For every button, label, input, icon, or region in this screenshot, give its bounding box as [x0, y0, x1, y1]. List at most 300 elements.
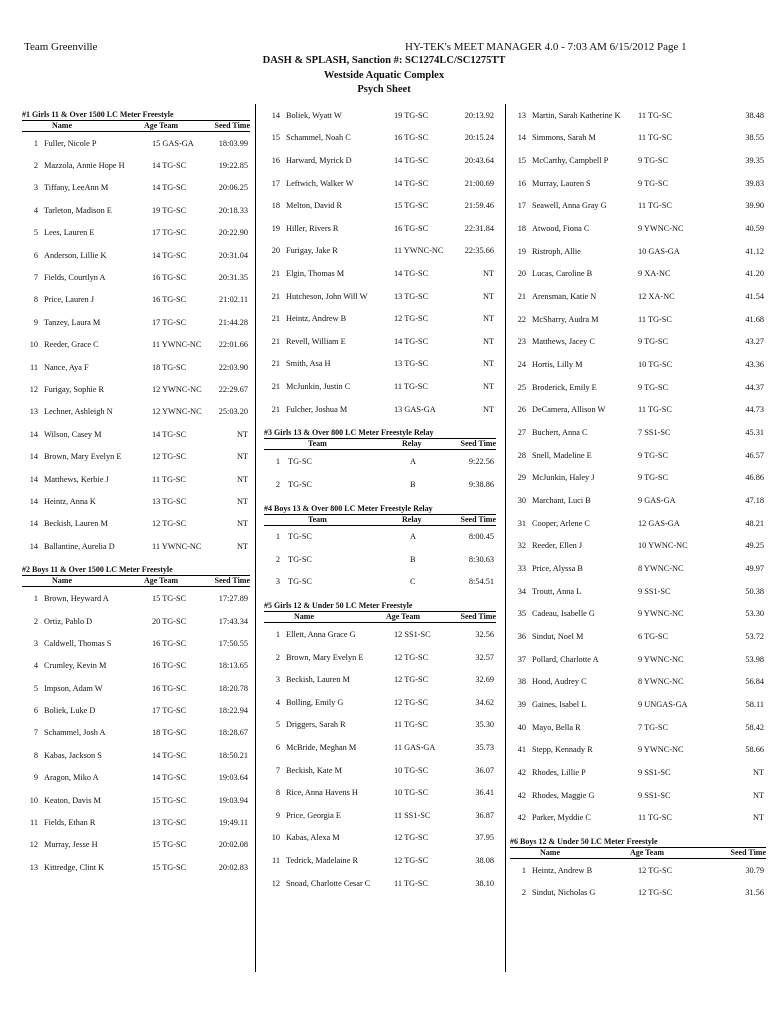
swimmer-row [22, 699, 250, 721]
place: 19 [271, 223, 280, 233]
swimmer-name: Melton, David R [286, 201, 342, 211]
swimmer-row [264, 872, 496, 895]
place: 39 [517, 699, 526, 709]
swimmer-name: Reeder, Ellen J [532, 541, 583, 551]
seed-time: 18:20.78 [218, 683, 248, 693]
swimmer-name: Aragon, Miko A [44, 773, 99, 783]
age-team: 13 TG-SC [152, 818, 187, 828]
place: 15 [271, 133, 280, 143]
age-team: 11 TG-SC [394, 878, 428, 888]
seed-time: 18:28.67 [218, 728, 248, 738]
swimmer-name: Wilson, Casey M [44, 429, 102, 439]
swimmer-name: Brown, Heyward A [44, 594, 109, 604]
place: 17 [271, 178, 280, 188]
age-team: 17 TG-SC [152, 317, 187, 327]
place: 16 [271, 155, 280, 165]
seed-time: 20:43.64 [464, 155, 494, 165]
seed-time: 53.98 [745, 654, 764, 664]
swimmer-row [22, 744, 250, 766]
swimmer-row [264, 646, 496, 669]
swimmer-name: Mazzola, Annie Hope H [44, 161, 125, 171]
age-team: 18 TG-SC [152, 362, 187, 372]
seed-time: 39.35 [745, 156, 764, 166]
age-team: 15 TG-SC [152, 594, 187, 604]
place: 11 [272, 856, 280, 866]
seed-time: 32.57 [475, 652, 494, 662]
age-team: 12 TG-SC [638, 888, 673, 898]
swimmer-name: Price, Georgia E [286, 810, 341, 820]
swimmer-name: Stepp, Kennady R [532, 745, 593, 755]
seed-time: 41.68 [745, 314, 764, 324]
swimmer-name: Harward, Myrick D [286, 155, 352, 165]
age-team: 9 XA-NC [638, 269, 671, 279]
age-team: 9 YWNC-NC [638, 745, 684, 755]
place: 21 [271, 381, 280, 391]
age-team: 16 TG-SC [152, 273, 187, 283]
place: 8 [275, 788, 280, 798]
place: 6 [33, 706, 38, 716]
seed-time: 17:27.89 [218, 594, 248, 604]
seed-time: 21:59.46 [464, 201, 494, 211]
swimmer-name: Arensman, Katie N [532, 292, 597, 302]
seed-time: 25:03.20 [218, 407, 248, 417]
age-team: 14 TG-SC [152, 250, 187, 260]
age-team: 14 TG-SC [152, 429, 187, 439]
swimmer-name: Boliek, Luke D [44, 706, 96, 716]
place: 37 [517, 654, 526, 664]
swimmer-row [510, 104, 766, 127]
age-team: 9 TG-SC [638, 156, 669, 166]
seed-time: 58.66 [745, 745, 764, 755]
age-team: 12 TG-SC [394, 675, 429, 685]
seed-time: 53.30 [745, 609, 764, 619]
swimmer-name: Parker, Myddie C [532, 813, 591, 823]
age-team: 9 SS1-SC [638, 586, 671, 596]
place: 30 [517, 495, 526, 505]
swimmer-row [264, 217, 496, 240]
swimmer-row [22, 722, 250, 744]
seed-time: 45.31 [745, 428, 764, 438]
seed-time: 43.27 [745, 337, 764, 347]
swimmer-row [264, 127, 496, 150]
swimmer-row [22, 468, 250, 490]
seed-time: 37.95 [475, 833, 494, 843]
seed-time: 56.84 [745, 677, 764, 687]
seed-time: 36.41 [475, 788, 494, 798]
swimmer-row [510, 172, 766, 195]
swimmer-name: Cooper, Arlene C [532, 518, 590, 528]
place: 21 [271, 336, 280, 346]
swimmer-name: Kabas, Alexa M [286, 833, 340, 843]
swimmer-row [510, 602, 766, 625]
seed-time: 32.69 [475, 675, 494, 685]
swimmer-row [510, 263, 766, 286]
swimmer-row [22, 423, 250, 445]
header-age-team: Age Team [144, 576, 178, 586]
swimmer-row [510, 693, 766, 716]
swimmer-name: Matthews, Jacey C [532, 337, 595, 347]
swimmer-name: Snell, Madeline E [532, 450, 592, 460]
place: 3 [33, 638, 38, 648]
age-team: 17 TG-SC [152, 706, 187, 716]
swimmer-row [264, 330, 496, 353]
swimmer-row [264, 104, 496, 127]
place: 13 [29, 407, 38, 417]
seed-time: 41.54 [745, 292, 764, 302]
swimmer-row [22, 587, 250, 609]
swimmer-row [264, 714, 496, 737]
meet-title: DASH & SPLASH, Sanction #: SC1274LC/SC1275TT [262, 55, 506, 66]
relay-team: TG-SC [288, 577, 312, 587]
seed-time: 18:13.65 [218, 661, 248, 671]
place: 10 [29, 795, 38, 805]
swimmer-name: McBride, Meghan M [286, 743, 357, 753]
seed-time: 46.57 [745, 450, 764, 460]
age-team: 15 TG-SC [394, 201, 429, 211]
place: 5 [33, 683, 38, 693]
seed-time: NT [482, 268, 494, 278]
header-seed-time: Seed Time [214, 576, 250, 586]
age-team: 12 YWNC-NC [152, 384, 202, 394]
seed-time: NT [236, 496, 248, 506]
seed-time: 44.37 [745, 382, 764, 392]
place: 21 [271, 291, 280, 301]
header-team: Team [308, 514, 327, 524]
seed-time: 18:50.21 [218, 750, 248, 760]
column-header-row [22, 120, 250, 132]
swimmer-name: Hortis, Lilly M [532, 360, 583, 370]
seed-time: 20:02.83 [218, 862, 248, 872]
swimmer-name: Price, Alyssa B [532, 563, 583, 573]
column-header-row [264, 514, 496, 526]
place: 32 [517, 541, 526, 551]
seed-time: 41.12 [745, 246, 764, 256]
age-team: 11 TG-SC [638, 110, 672, 120]
age-team: 11 SS1-SC [394, 810, 431, 820]
header-name: Name [52, 121, 72, 130]
swimmer-row [510, 557, 766, 580]
age-team: 19 TG-SC [152, 205, 187, 215]
swimmer-row [22, 356, 250, 378]
age-team: 12 TG-SC [394, 833, 429, 843]
swimmer-name: Marchant, Luci B [532, 495, 591, 505]
age-team: 12 SS1-SC [394, 630, 431, 640]
swimmer-row [510, 399, 766, 422]
swimmer-row [264, 262, 496, 285]
swimmer-name: Lees, Lauren E [44, 228, 95, 238]
swimmer-row [22, 334, 250, 356]
place: 14 [29, 496, 38, 506]
swimmer-name: Furigay, Sophie R [44, 384, 105, 394]
swimmer-row [22, 610, 250, 632]
swimmer-name: McJunkin, Justin C [286, 381, 351, 391]
seed-time: 18:03.99 [218, 138, 248, 148]
age-team: 12 GAS-GA [638, 518, 680, 528]
age-team: 15 GAS-GA [152, 138, 194, 148]
age-team: 9 TG-SC [638, 450, 669, 460]
swimmer-name: Beckish, Lauren M [286, 675, 350, 685]
age-team: 16 TG-SC [394, 223, 429, 233]
place: 35 [517, 609, 526, 619]
swimmer-row [22, 289, 250, 311]
place: 29 [517, 473, 526, 483]
seed-time: NT [236, 452, 248, 462]
swimmer-name: Hood, Audrey C [532, 677, 587, 687]
age-team: 20 TG-SC [152, 616, 187, 626]
swimmer-name: Impson, Adam W [44, 683, 103, 693]
age-team: 13 TG-SC [394, 359, 429, 369]
place: 4 [33, 205, 38, 215]
swimmer-name: Lechner, Ashleigh N [44, 407, 113, 417]
header-name: Name [294, 612, 314, 622]
swimmer-row [264, 285, 496, 308]
place: 14 [29, 474, 38, 484]
swimmer-row [510, 648, 766, 671]
swimmer-row [22, 154, 250, 176]
swimmer-name: Murray, Lauren S [532, 178, 591, 188]
place: 12 [29, 840, 38, 850]
relay-row [264, 571, 496, 594]
seed-time: 21:44.28 [218, 317, 248, 327]
swimmer-name: Hiller, Rivers R [286, 223, 339, 233]
place: 9 [275, 810, 280, 820]
swimmer-name: Murray, Jesse H [44, 840, 98, 850]
swimmer-row [264, 194, 496, 217]
age-team: 11 TG-SC [152, 474, 186, 484]
seed-time: 8:30.63 [468, 554, 494, 564]
swimmer-name: Ortiz, Pablo D [44, 616, 93, 626]
column-divider [505, 104, 506, 972]
column-header-row [264, 438, 496, 450]
swimmer-row [264, 172, 496, 195]
header-relay: Relay [402, 514, 422, 524]
age-team: 12 TG-SC [394, 314, 429, 324]
place: 36 [517, 631, 526, 641]
swimmer-row [264, 691, 496, 714]
seed-time: 36.87 [475, 810, 494, 820]
seed-time: 19:03.64 [218, 773, 248, 783]
place: 8 [33, 295, 38, 305]
header-relay: Relay [402, 439, 422, 449]
place: 1 [521, 865, 526, 875]
place: 21 [271, 268, 280, 278]
swimmer-name: McCarthy, Campbell P [532, 156, 609, 166]
seed-time: 8:54.51 [468, 577, 494, 587]
swimmer-row [510, 580, 766, 603]
swimmer-row [22, 445, 250, 467]
seed-time: NT [482, 291, 494, 301]
seed-time: 38.55 [745, 133, 764, 143]
place: 2 [275, 652, 280, 662]
place: 8 [33, 750, 38, 760]
age-team: 15 TG-SC [152, 862, 187, 872]
seed-time: 58.42 [745, 722, 764, 732]
age-team: 19 TG-SC [394, 110, 429, 120]
swimmer-row [510, 625, 766, 648]
place: 10 [29, 340, 38, 350]
seed-time: 9:38.86 [468, 479, 494, 489]
place: 5 [275, 720, 280, 730]
swimmer-name: Leftwich, Walker W [286, 178, 354, 188]
swimmer-name: Revell, William E [286, 336, 346, 346]
place: 2 [33, 616, 38, 626]
place: 7 [275, 765, 280, 775]
relay-team: TG-SC [288, 479, 312, 489]
swimmer-name: Atwood, Fiona C [532, 224, 590, 234]
place: 1 [275, 532, 280, 542]
seed-time: 53.72 [745, 631, 764, 641]
swimmer-name: Tarleton, Madison E [44, 205, 112, 215]
place: 13 [29, 862, 38, 872]
swimmer-name: Pollard, Charlotte A [532, 654, 599, 664]
place: 6 [33, 250, 38, 260]
event-title: #5 Girls 12 & Under 50 LC Meter Freestyle [264, 601, 413, 611]
age-team: 12 TG-SC [152, 519, 187, 529]
age-team: 7 SS1-SC [638, 428, 671, 438]
seed-time: 9:22.56 [468, 457, 494, 467]
age-team: 12 TG-SC [394, 652, 429, 662]
place: 10 [271, 833, 280, 843]
header-seed-time: Seed Time [460, 439, 496, 449]
age-team: 10 TG-SC [394, 788, 429, 798]
swimmer-name: Ristroph, Allie [532, 246, 581, 256]
header-seed-time: Seed Time [730, 848, 766, 857]
place: 14 [29, 519, 38, 529]
swimmer-row [264, 849, 496, 872]
age-team: 16 TG-SC [152, 683, 187, 693]
seed-time: NT [752, 813, 764, 823]
swimmer-row [510, 127, 766, 150]
relay-letter: A [410, 457, 416, 467]
swimmer-name: Price, Lauren J [44, 295, 94, 305]
relay-letter: C [410, 577, 416, 587]
age-team: 16 TG-SC [152, 295, 187, 305]
place: 16 [517, 178, 526, 188]
seed-time: 18:22.94 [218, 706, 248, 716]
swimmer-name: Ballantine, Aurelia D [44, 541, 115, 551]
swimmer-row [22, 490, 250, 512]
age-team: 16 TG-SC [394, 133, 429, 143]
swimmer-name: Lucas, Caroline B [532, 269, 593, 279]
swimmer-name: Elgin, Thomas M [286, 268, 345, 278]
header-name: Name [52, 576, 72, 586]
seed-time: 20:15.24 [464, 133, 494, 143]
seed-time: 20:13.92 [464, 110, 494, 120]
header-team: Team [308, 439, 327, 449]
place: 23 [517, 337, 526, 347]
age-team: 14 TG-SC [152, 161, 187, 171]
swimmer-row [264, 149, 496, 172]
seed-time: 20:06.25 [218, 183, 248, 193]
seed-time: NT [236, 474, 248, 484]
seed-time: 35.73 [475, 743, 494, 753]
swimmer-row [22, 132, 250, 154]
swimmer-row [22, 222, 250, 244]
swimmer-name: Gaines, Isabel L [532, 699, 587, 709]
place: 22 [517, 314, 526, 324]
place: 14 [29, 541, 38, 551]
age-team: 12 TG-SC [394, 697, 429, 707]
age-team: 10 TG-SC [638, 360, 673, 370]
column-1 [22, 104, 250, 879]
seed-time: NT [752, 790, 764, 800]
swimmer-row [510, 784, 766, 807]
swimmer-name: Seawell, Anna Gray G [532, 201, 607, 211]
swimmer-row [510, 353, 766, 376]
event-title: #1 Girls 11 & Over 1500 LC Meter Freestyle [22, 110, 174, 119]
swimmer-row [264, 240, 496, 263]
seed-time: 48.21 [745, 518, 764, 528]
place: 42 [517, 790, 526, 800]
swimmer-name: Snoad, Charlotte Cesar C [286, 878, 371, 888]
age-team: 13 TG-SC [152, 496, 187, 506]
seed-time: 49.25 [745, 541, 764, 551]
swimmer-name: DeCamera, Allison W [532, 405, 606, 415]
header-age-team: Age Team [386, 612, 420, 622]
swimmer-name: Furigay, Jake R [286, 246, 338, 256]
place: 5 [33, 228, 38, 238]
place: 40 [517, 722, 526, 732]
column-divider [255, 104, 256, 972]
swimmer-row [510, 512, 766, 535]
place: 42 [517, 813, 526, 823]
age-team: 17 TG-SC [152, 228, 187, 238]
relay-letter: B [410, 554, 416, 564]
age-team: 16 TG-SC [152, 638, 187, 648]
age-team: 12 XA-NC [638, 292, 675, 302]
swimmer-name: Fields, Ethan R [44, 818, 96, 828]
swimmer-row [510, 738, 766, 761]
header-age-team: Age Team [630, 848, 664, 857]
age-team: 9 TG-SC [638, 473, 669, 483]
swimmer-name: Driggers, Sarah R [286, 720, 346, 730]
column-2 [264, 104, 496, 894]
seed-time: 22:03.90 [218, 362, 248, 372]
place: 21 [271, 314, 280, 324]
swimmer-row [22, 244, 250, 266]
place: 27 [517, 428, 526, 438]
relay-team: TG-SC [288, 532, 312, 542]
seed-time: 35.30 [475, 720, 494, 730]
event-title: #4 Boys 13 & Over 800 LC Meter Freestyle Relay [264, 503, 433, 513]
place: 9 [33, 317, 38, 327]
place: 18 [517, 224, 526, 234]
swimmer-name: Hutcheson, John Will W [286, 291, 368, 301]
swimmer-name: Martin, Sarah Katherine K [532, 110, 621, 120]
place: 3 [275, 675, 280, 685]
header-name: Name [540, 848, 560, 857]
place: 33 [517, 563, 526, 573]
place: 38 [517, 677, 526, 687]
place: 7 [33, 273, 38, 283]
swimmer-row [264, 398, 496, 421]
relay-row [264, 548, 496, 571]
seed-time: 20:18.33 [218, 205, 248, 215]
swimmer-name: Simmons, Sarah M [532, 133, 596, 143]
swimmer-row [264, 827, 496, 850]
relay-letter: B [410, 479, 416, 489]
swimmer-row [22, 535, 250, 557]
seed-time: 22:35.66 [464, 246, 494, 256]
age-team: 11 YWNC-NC [152, 541, 202, 551]
seed-time: 38.08 [475, 856, 494, 866]
swimmer-row [510, 240, 766, 263]
swimmer-name: Kabas, Jackson S [44, 750, 102, 760]
place: 12 [29, 384, 38, 394]
swimmer-row [22, 177, 250, 199]
seed-time: NT [482, 314, 494, 324]
age-team: 9 YWNC-NC [638, 224, 684, 234]
